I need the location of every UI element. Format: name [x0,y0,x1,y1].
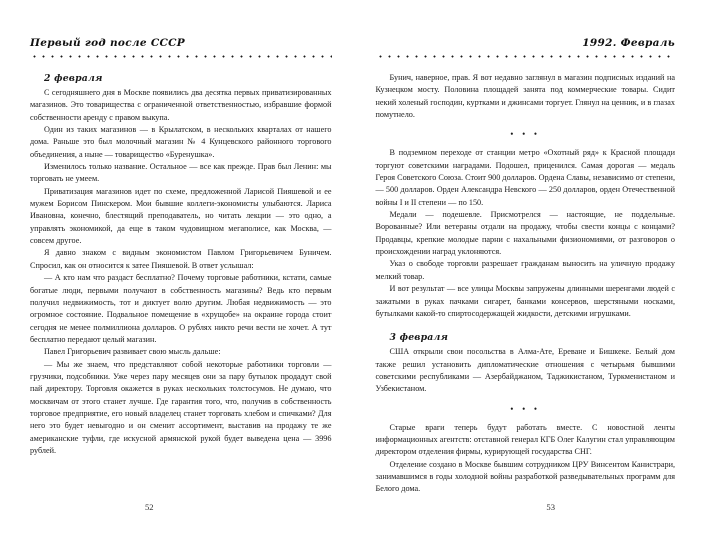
running-head-right-text: 1992. Февраль [582,37,675,49]
running-head-left-text: Первый год после СССР [30,37,185,49]
section-separator: • • • [510,129,541,140]
running-head-right [376,36,676,62]
paragraph: Я давно знаком с видным экономистом Павлом Григорьевичем Буничем. Спросил, как он относится к затее Пияшевой. В ответ услышал: [30,248,332,270]
paragraph: Один из таких магазинов — в Крылатском, в нескольких кварталах от нашего дома. Раньше это был молочный магазин № 4 Кунцевского районного торгового объединения, а ныне — товарищество «Буренушка». [30,125,332,159]
paragraph: — А кто нам что раздаст бесплатно? Почему торговые работники, кстати, самые богатые люди, первыми получают в собственность магазины? Ведь кто первым получил недвижимость, тот и диктует волю другим. Любая недвижимость — это огромное состояние. Подвальное помещение в «хрущобе» на окраине города стоит сегодня не менее полмиллиона долларов. О рублях никто речи вести не хочет. А тут бесплатно передают целый магазин. [30,273,332,344]
page-number-left: 52 [145,502,154,512]
page-number-right: 53 [546,502,555,512]
dotted-rule-left [30,55,332,58]
day-heading-2-february: 2 февраля [44,73,103,84]
dotted-rule-right [376,55,676,58]
paragraph: Изменилось только название. Остальное — все как прежде. Прав был Ленин: мы торговать не умеем. [30,162,332,184]
paragraph: — Мы же знаем, что представляют собой некоторые работники торговли — грузчики, подсобники. Уже через пару месяцев они за пару бутылок продадут свой пай директору. Торговля окажется в руках нескольких толстосумов. Не думаю, что москвичам от этого станет лучше. Где гарантия того, что, получив в собственность торговое предприятие, его новый владелец станет торговать хлебом и спичками? Для него это будет невыгодно и он сменит ассортимент, выставив на продажу те же американские туфли, где искусной армянской рукой будет выведена цена — 3996 рублей. [30,359,332,455]
running-head-left [30,36,332,62]
paragraph: Старые враги теперь будут работать вместе. С новостной ленты информационных агентств: отставной генерал КГБ Олег Калугин стал управляющим директором отделения фирмы, курирующей государства СНГ. [375,422,675,457]
paragraph: США открыли свои посольства в Алма-Ате, Ереване и Бишкеке. Белый дом также решил установить дипломатические отношения с четырьмя бывшими советскими республиками — Азербайджаном, Таджикистаном, Туркменистаном и Узбекистаном. [375,347,675,394]
paragraph: Указ о свободе торговли разрешает гражданам выносить на уличную продажу мелкий товар. [375,259,675,281]
page-right [352,0,703,540]
right-column-body [376,72,676,496]
paragraph: Отделение создано в Москве бывшим сотрудником ЦРУ Винсентом Канистрари, занимавшимся в годы холодной войны разработкой разведывательных программ для Белого дома. [375,459,675,494]
paragraph: С сегодняшнего дня в Москве появились два десятка первых приватизированных магазинов. Это товарищества с ограниченной ответственностью, избравшие формой собственности аренду с правом выкупа. [30,88,332,122]
paragraph: Павел Григорьевич развивает свою мысль дальше: [44,347,221,357]
paragraph: И вот результат — все улицы Москвы запружены длинными шеренгами людей с зажатыми в руках пачками сигарет, банками консервов, шерстяными носками, бутылками какой-то спиртосодержащей жидкости, детскими игрушками. [375,284,675,318]
day-heading-3-february: 3 февраля [389,332,449,344]
paragraph: Бунич, наверное, прав. Я вот недавно заглянул в магазин подписных изданий на Кузнецком мосту. Половина площадей занята под коммерческие товары. Сидит некий холеный господин, куртками и джинсами торгует. Глянул на ценник, и в глазах помутнело. [375,73,675,120]
paragraph: Медали — подешевле. Присмотрелся — настоящие, не поддельные. Ворованные? Или ветераны отдали на продажу, чтобы свести концы с концами? Продавцы, крепкие молодые парни с нахальными физиономиями, от разговоров о происхождении наград уклоняются. [375,210,675,257]
paragraph: Приватизация магазинов идет по схеме, предложенной Ларисой Пияшевой и ее мужем Борисом Пинскером. Мои бывшие коллеги-экономисты улыбаются. Лариса Ивановна, конечно, блестящий преподаватель, но читать лекции — это одно, а управлять экономикой, да еще в таком чудовищном мегаполисе, как Москва, — совсем другое. [30,186,332,246]
section-separator: • • • [510,403,541,414]
paragraph: В подземном переходе от станции метро «Охотный ряд» к Красной площади торгуют советскими наградами. Подошел, приценился. Самая дорогая — медаль Героя Советского Союза. Стоит 900 долларов. Ордена Славы, независимо от степени, — 500 долларов. Орден Александра Невского — 250 долларов, орден Отечественной войны I и II степени — по 150. [375,148,675,207]
left-column-body [30,72,332,457]
